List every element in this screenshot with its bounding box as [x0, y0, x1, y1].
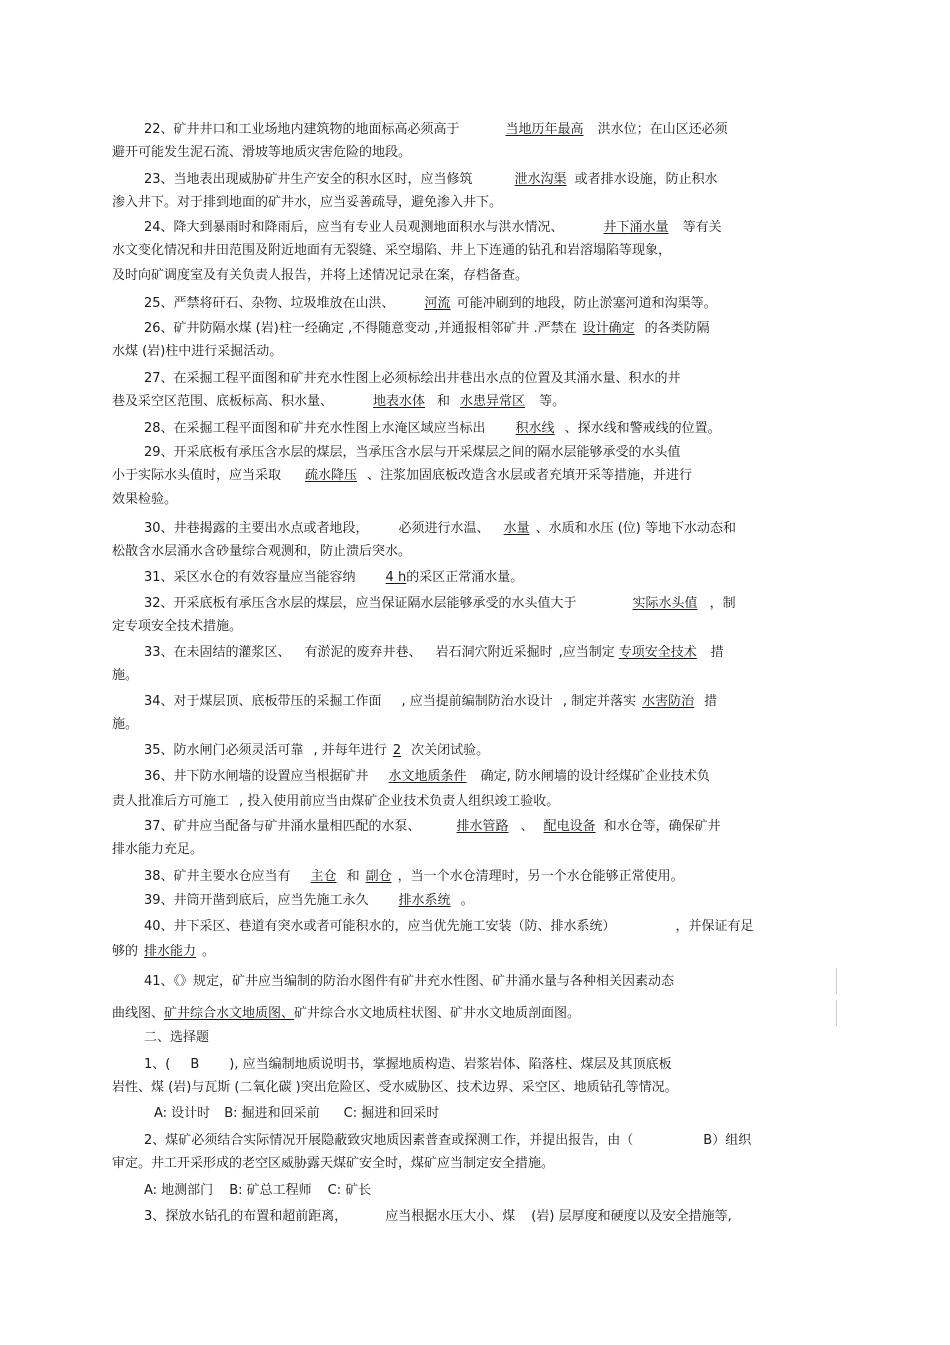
text-line [144, 220, 834, 236]
answer-blank: 2 [392, 743, 402, 758]
text-segment: 1、( [144, 1057, 171, 1072]
text-segment: 、 [520, 819, 534, 834]
answer-blank: 井下涌水量 [603, 220, 669, 235]
text-line [144, 1057, 834, 1073]
text-segment: 33、在未固结的灌浆区、 [144, 645, 291, 660]
text-segment: 必须进行水温、 [398, 521, 490, 536]
text-segment: 措 [710, 645, 724, 660]
text-line [144, 769, 834, 785]
text-segment: 、水质和水压 (位) 等地下水动态和 [535, 521, 736, 536]
text-segment: 或者排水设施，防止积水 [574, 172, 718, 187]
answer-blank: 水害防治 [642, 694, 695, 709]
text-segment: ，制 [709, 596, 736, 611]
text-line [144, 122, 834, 138]
answer-blank: 水文地质条件 [388, 769, 467, 784]
text-line [144, 296, 834, 312]
text-line [112, 717, 834, 733]
text-segment: 洪水位；在山区还必须 [597, 122, 728, 137]
text-segment: 曲线图、 [112, 1006, 165, 1021]
text-segment: 渗入井下。对于排到地面的矿井水，应当妥善疏导，避免渗入井下。 [112, 195, 503, 210]
answer-blank: 当地历年最高 [505, 122, 584, 137]
text-segment: 30、井巷揭露的主要出水点或者地段， [144, 521, 369, 536]
text-line [144, 645, 834, 661]
answer-blank: 积水线 [515, 421, 555, 436]
text-line [144, 371, 834, 387]
text-segment: 25、严禁将矸石、杂物、垃圾堆放在山洪、 [144, 296, 395, 311]
text-segment: 够的 [112, 944, 139, 959]
text-line [144, 919, 834, 935]
text-line [144, 521, 834, 537]
text-line [112, 394, 834, 410]
answer-blank: 配电设备 [543, 819, 596, 834]
answer-blank: 排水能力 [144, 944, 197, 959]
text-segment: 26、矿井防隔水煤 (岩)柱一经确定 ,不得随意变动 ,并通报相邻矿井 .严禁在 [144, 321, 577, 336]
text-line [144, 893, 834, 909]
text-segment: 41、《》规定，矿井应当编制的防治水图件有矿井充水性图、矿井涌水量与各种相关因素动态 [144, 974, 675, 989]
margin-rule [836, 968, 837, 994]
text-segment: 确定, 防水闸墙的设计经煤矿企业技术负 [480, 769, 710, 784]
text-segment: 35、防水闸门必须灵活可靠 [144, 743, 304, 758]
text-line [112, 1156, 834, 1172]
text-segment: 次关闭试验。 [411, 743, 490, 758]
text-segment: A: 地测部门 [144, 1183, 214, 1198]
text-segment: 23、当地表出现威胁矿井生产安全的积水区时，应当修筑 [144, 172, 473, 187]
text-line [144, 421, 834, 437]
text-segment: 二、选择题 [144, 1030, 210, 1045]
answer-blank: 排水系统 [398, 893, 451, 908]
text-segment: 22、矿井井口和工业场地内建筑物的地面标高必须高于 [144, 122, 460, 137]
text-segment: 应当根据水压大小、煤 [385, 1209, 516, 1224]
text-segment: 37、矿井应当配备与矿井涌水量相匹配的水泵、 [144, 819, 421, 834]
text-segment: 和 [346, 869, 360, 884]
text-segment: (岩) 层厚度和硬度以及安全措施等, [531, 1209, 732, 1224]
text-segment: 38、矿井主要水仓应当有 [144, 869, 291, 884]
text-segment: 定专项安全技术措施。 [112, 619, 243, 634]
text-segment: B [190, 1057, 200, 1072]
text-segment: 、注浆加固底板改造含水层或者充填开采等措施，并进行 [367, 468, 693, 483]
text-segment: 矿井综合水文地质柱状图、矿井水文地质剖面图。 [294, 1006, 581, 1021]
text-segment: 39、井筒开凿到底后，应当先施工永久 [144, 893, 369, 908]
text-segment: 。 [460, 893, 474, 908]
text-line [144, 869, 834, 885]
text-line [144, 172, 834, 188]
text-segment: 有淤泥的废弃井巷、 [304, 645, 422, 660]
text-line [144, 694, 834, 710]
text-line [144, 321, 834, 337]
text-segment: 3、探放水钻孔的布置和超前距离， [144, 1209, 348, 1224]
answer-blank: 水量 [503, 521, 530, 536]
text-segment: 24、降大到暴雨时和降雨后，应当有专业人员观测地面积水与洪水情况、 [144, 220, 564, 235]
text-segment: , 并每年进行 [313, 743, 387, 758]
text-line [112, 243, 834, 259]
text-line [112, 344, 834, 360]
answer-blank: 设计确定 [582, 321, 635, 336]
text-line [154, 1106, 844, 1122]
text-segment: ), 应当编制地质说明书，掌握地质构造、岩浆岩体、陷落柱、煤层及其顶底板 [229, 1057, 672, 1072]
text-segment: 施。 [112, 668, 139, 683]
text-segment: 28、在采掘工程平面图和矿井充水性图上水淹区域应当标出 [144, 421, 486, 436]
text-segment: B: 矿总工程师 [229, 1183, 312, 1198]
text-segment: B）组织 [703, 1133, 752, 1148]
text-segment: 31、采区水仓的有效容量应当能容纳 [144, 570, 356, 585]
text-segment: 巷及采空区范围、底板标高、积水量、 [112, 394, 334, 409]
text-segment: 措 [704, 694, 718, 709]
answer-blank: 水患异常区 [460, 394, 526, 409]
text-segment: A: 设计时 [154, 1106, 211, 1121]
text-segment: 及时向矿调度室及有关负责人报告，并将上述情况记录在案，存档备查。 [112, 268, 529, 283]
answer-blank: 实际水头值 [632, 596, 698, 611]
text-segment: 审定。井工开采形成的老空区威胁露天煤矿安全时，煤矿应当制定安全措施。 [112, 1156, 555, 1171]
text-segment: 避开可能发生泥石流、滑坡等地质灾害危险的地段。 [112, 145, 412, 160]
text-segment: 的各类防隔 [644, 321, 710, 336]
answer-blank: 副仓 [365, 869, 392, 884]
text-line [144, 819, 834, 835]
text-line [112, 145, 834, 161]
answer-blank: 排水管路 [456, 819, 509, 834]
text-line [112, 944, 834, 960]
text-line [144, 974, 834, 990]
answer-blank: 主仓 [310, 869, 337, 884]
answer-blank: 专项安全技术 [618, 645, 697, 660]
text-line [144, 1030, 834, 1046]
text-segment: 可能冲刷到的地段，防止淤塞河道和沟渠等。 [456, 296, 717, 311]
text-line [112, 468, 834, 484]
text-line [144, 1133, 834, 1149]
text-segment: , 制定并落实 [562, 694, 637, 709]
text-segment: 32、开采底板有承压含水层的煤层，应当保证隔水层能够承受的水头值大于 [144, 596, 577, 611]
text-segment: 36、井下防水闸墙的设置应当根据矿井 [144, 769, 369, 784]
text-segment: ,应当制定 [558, 645, 615, 660]
text-line [144, 743, 834, 759]
text-segment: 岩性、煤 (岩)与瓦斯 (二氧化碳 )突出危险区、受水威胁区、技术边界、采空区、地质钻孔等情况。 [112, 1080, 678, 1095]
text-segment: 效果检验。 [112, 492, 178, 507]
text-segment: 水文变化情况和井田范围及附近地面有无裂缝、采空塌陷、井上下连通的钻孔和岩溶塌陷等现象， [112, 243, 672, 258]
text-segment: 岩石洞穴附近采掘时 [435, 645, 553, 660]
answer-blank: 4 h [385, 570, 407, 585]
text-segment: 29、开采底板有承压含水层的煤层，当承压含水层与开采煤层之间的隔水层能够承受的水头值 [144, 445, 681, 460]
text-segment: 排水能力充足。 [112, 842, 204, 857]
text-segment: 和水仓等，确保矿井 [603, 819, 721, 834]
text-segment: 责人批准后方可施工 [112, 794, 230, 809]
text-segment: 34、对于煤层顶、底板带压的采掘工作面 [144, 694, 382, 709]
text-segment: 40、井下采区、巷道有突水或者可能积水的，应当优先施工安装（防、排水系统） [144, 919, 616, 934]
text-segment: 2、煤矿必须结合实际情况开展隐蔽致灾地质因素普查或探测工作，并提出报告，由（ [144, 1133, 634, 1148]
text-segment: 等。 [539, 394, 566, 409]
answer-blank: 疏水降压 [305, 468, 358, 483]
answer-blank: 河流 [424, 296, 451, 311]
text-line [112, 544, 834, 560]
answer-blank: 矿井综合水文地质图、 [164, 1006, 295, 1021]
text-segment: 小于实际水头值时，应当采取 [112, 468, 282, 483]
margin-rule [836, 1000, 837, 1026]
text-line [144, 1209, 834, 1225]
text-line [112, 1006, 834, 1022]
text-line [144, 1183, 834, 1199]
text-line [112, 842, 834, 858]
answer-blank: 泄水沟渠 [514, 172, 567, 187]
text-segment: 的采区正常涌水量。 [406, 570, 524, 585]
text-line [112, 195, 834, 211]
text-segment: 松散含水层涌水含砂量综合观测和，防止溃后突水。 [112, 544, 412, 559]
text-line [112, 492, 834, 508]
text-segment: 和 [437, 394, 451, 409]
text-line [112, 268, 834, 284]
text-line [112, 794, 834, 810]
answer-blank: 地表水体 [373, 394, 426, 409]
text-segment: 。 [202, 944, 216, 959]
text-segment: 水煤 (岩)柱中进行采掘活动。 [112, 344, 283, 359]
text-segment: 27、在采掘工程平面图和矿井充水性图上必须标绘出井巷出水点的位置及其涌水量、积水的井 [144, 371, 681, 386]
text-line [112, 619, 834, 635]
text-segment: 等有关 [682, 220, 722, 235]
text-segment: B: 掘进和回采前 [224, 1106, 320, 1121]
text-segment: 施。 [112, 717, 139, 732]
text-segment: , 应当提前编制防治水设计 [401, 694, 553, 709]
text-segment: 、探水线和警戒线的位置。 [564, 421, 721, 436]
text-segment: ，并保证有足 [675, 919, 754, 934]
text-segment: C: 掘进和回采时 [343, 1106, 440, 1121]
text-line [144, 596, 834, 612]
text-segment: ，当一个水仓清理时，另一个水仓能够正常使用。 [397, 869, 684, 884]
text-line [112, 1080, 834, 1096]
text-segment: C: 矿长 [327, 1183, 372, 1198]
text-line [144, 570, 834, 586]
text-line [112, 668, 834, 684]
text-line [144, 445, 834, 461]
text-segment: , 投入使用前应当由煤矿企业技术负责人组织竣工验收。 [239, 794, 560, 809]
